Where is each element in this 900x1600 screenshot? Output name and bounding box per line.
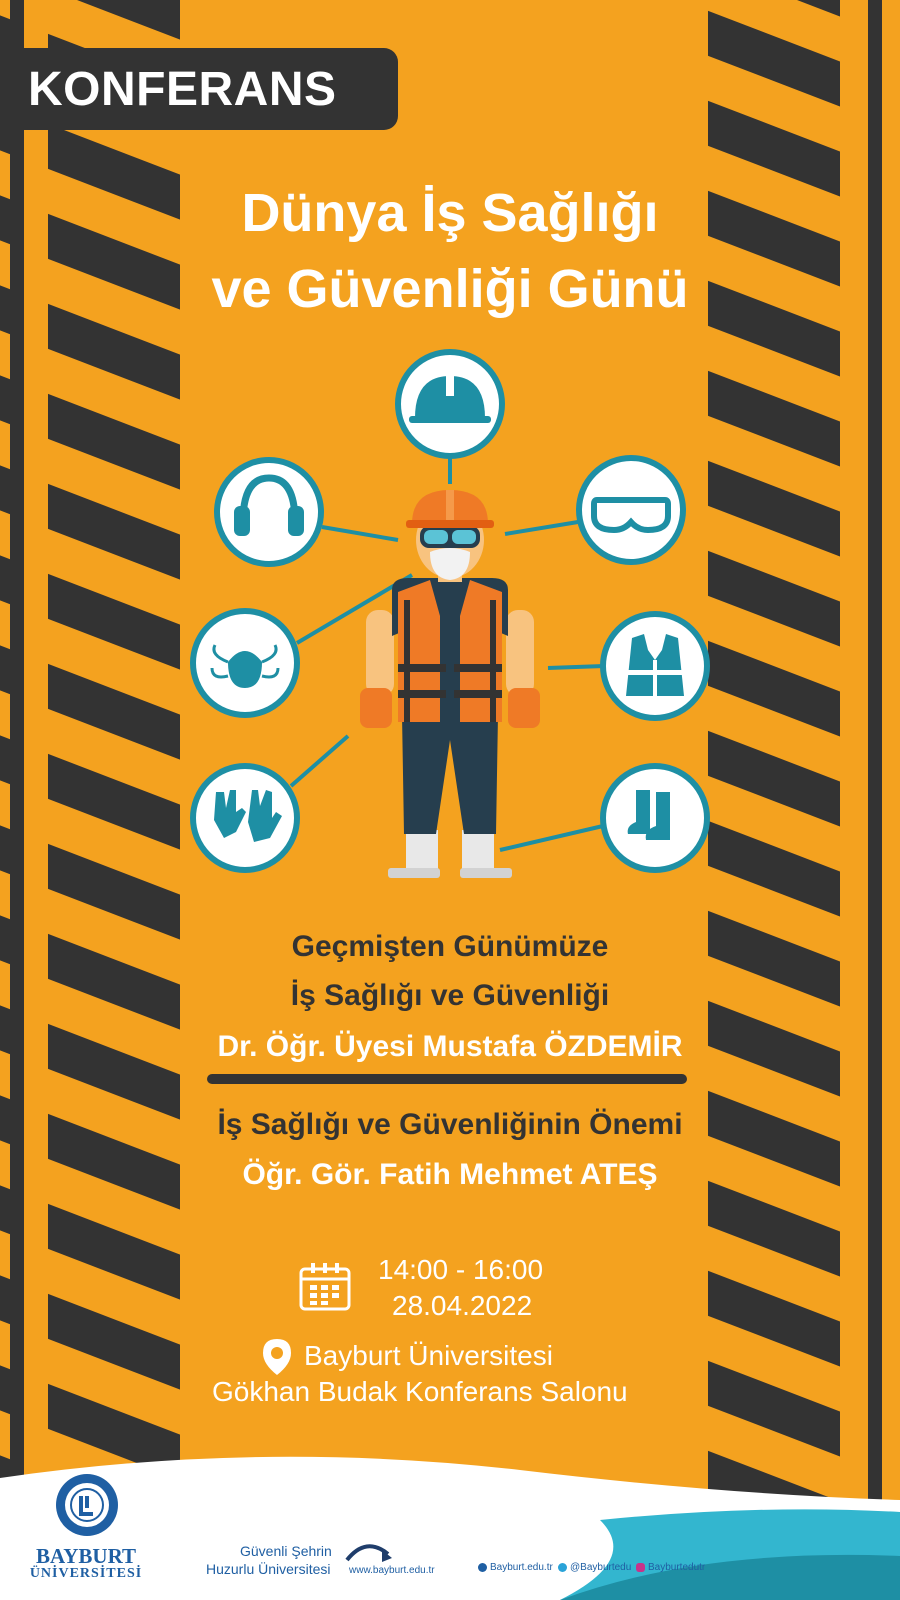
earmuffs-icon (217, 460, 321, 564)
slogan-line-2: Huzurlu Üniversitesi (206, 1561, 331, 1577)
instagram-link[interactable]: Bayburtedutr (648, 1562, 706, 1573)
mask-icon (193, 611, 297, 715)
talk-1-speaker: Dr. Öğr. Üyesi Mustafa ÖZDEMİR (217, 1030, 683, 1063)
boots-icon (603, 766, 707, 870)
badge-label: KONFERANS (28, 63, 337, 116)
talk-1-title-line-1: Geçmişten Günümüze (291, 930, 609, 963)
logo-text-line-1: BAYBURT (35, 1544, 137, 1568)
location-pin-icon (262, 1338, 292, 1376)
logo-text-line-2: ÜNİVERSİTESİ (29, 1566, 143, 1581)
talk-2-speaker: Öğr. Gör. Fatih Mehmet ATEŞ (242, 1158, 658, 1191)
connector-line (505, 522, 578, 534)
connector-line (500, 826, 603, 850)
vest-icon (603, 614, 707, 718)
hazard-stripes-right (700, 0, 900, 1600)
instagram-icon (636, 1563, 645, 1572)
hard-hat-icon (398, 352, 502, 456)
connector-line (291, 736, 348, 786)
website-link[interactable]: www.bayburt.edu.tr (349, 1565, 435, 1576)
worker-figure (360, 490, 540, 878)
venue-line-1: Bayburt Üniversitesi (304, 1340, 553, 1371)
goggles-icon (579, 458, 683, 562)
facebook-link[interactable]: Bayburt.edu.tr (490, 1562, 553, 1573)
twitter-link[interactable]: @Bayburtedu (570, 1562, 632, 1573)
talk-2-title: İş Sağlığı ve Güvenliğinin Önemi (217, 1108, 683, 1141)
talk-1-title-line-2: İş Sağlığı ve Güvenliği (290, 979, 610, 1012)
facebook-icon (478, 1563, 487, 1572)
divider (207, 1074, 687, 1084)
venue-line-2: Gökhan Budak Konferans Salonu (212, 1376, 628, 1407)
hazard-stripes-left (0, 0, 200, 1600)
konferans-badge (0, 48, 398, 130)
event-time: 14:00 - 16:00 (378, 1254, 544, 1285)
worker-illustration (180, 340, 720, 890)
calendar-icon (298, 1262, 352, 1312)
arrow-icon (344, 1540, 394, 1566)
connector-line (322, 527, 398, 540)
title-line-2: ve Güvenliği Günü (211, 259, 689, 319)
title-line-1: Dünya İş Sağlığı (241, 183, 659, 243)
gloves-icon (193, 766, 297, 870)
event-date: 28.04.2022 (392, 1290, 533, 1321)
slogan-line-1: Güvenli Şehrin (240, 1543, 332, 1559)
university-logo (54, 1472, 120, 1538)
connector-line (548, 666, 604, 668)
twitter-icon (558, 1563, 567, 1572)
